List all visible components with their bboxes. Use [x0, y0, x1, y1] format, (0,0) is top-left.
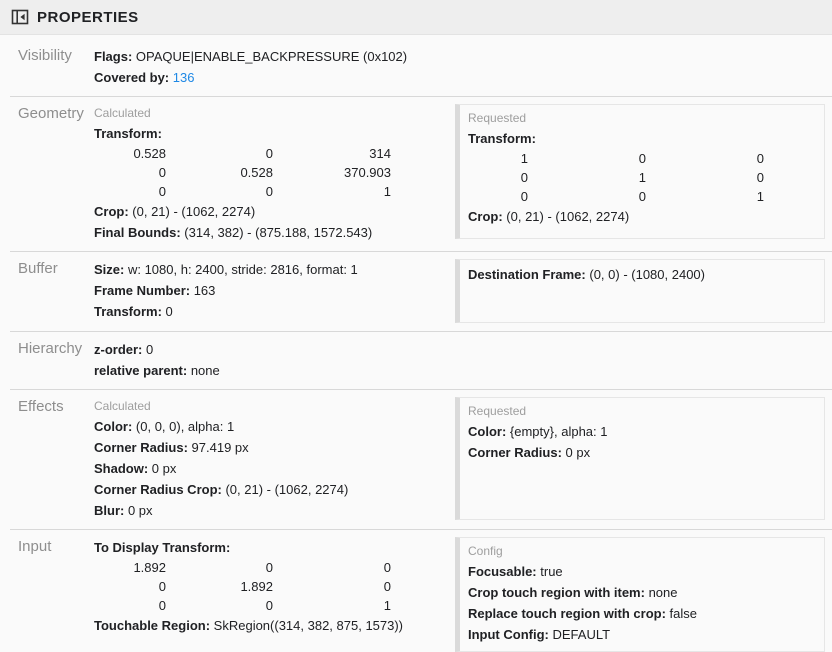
requested-color-row: [468, 421, 816, 442]
input-config-row: [468, 624, 816, 645]
frame-number-value: 163: [193, 283, 216, 298]
to-display-transform-label: To Display Transform:: [94, 540, 231, 555]
matrix-cell: 0.528: [240, 165, 273, 180]
matrix-cell: 0: [158, 579, 166, 594]
corner-radius-crop-value: (0, 21) - (1062, 2274): [225, 482, 349, 497]
replace-touch-region-label: Replace touch region with crop:: [468, 606, 666, 621]
matrix-cell: 0: [265, 598, 273, 613]
matrix-cell: 0: [265, 560, 273, 575]
focusable-label: Focusable:: [468, 564, 537, 579]
destination-frame-value: (0, 0) - (1080, 2400): [589, 267, 705, 282]
final-bounds-row: [94, 222, 443, 243]
relative-parent-label: relative parent:: [94, 363, 188, 378]
transform-value: 0: [165, 304, 173, 319]
size-label: Size:: [94, 262, 125, 277]
flags-value: OPAQUE|ENABLE_BACKPRESSURE (0x102): [135, 49, 408, 64]
corner-radius-value: 97.419 px: [191, 440, 249, 455]
panel-title: PROPERTIES: [37, 8, 139, 26]
crop-touch-region-label: Crop touch region with item:: [468, 585, 645, 600]
section-hierarchy: [10, 332, 832, 390]
color-label: Color:: [468, 424, 507, 439]
matrix-cell: 0: [158, 598, 166, 613]
frame-number-label: Frame Number:: [94, 283, 191, 298]
covered-by-link[interactable]: 136: [172, 70, 195, 85]
crop-row: [94, 201, 443, 222]
flags-label: Flags:: [94, 49, 133, 64]
crop-value: (0, 21) - (1062, 2274): [506, 209, 630, 224]
corner-radius-label: Corner Radius:: [94, 440, 188, 455]
matrix-cell: 0: [158, 165, 166, 180]
transform-label: Transform:: [94, 304, 162, 319]
crop-label: Crop:: [94, 204, 129, 219]
section-buffer: [10, 252, 832, 332]
blur-value: 0 px: [127, 503, 153, 518]
requested-crop-row: [468, 206, 816, 227]
z-order-row: [94, 339, 820, 360]
properties-content: [0, 35, 832, 652]
buffer-transform-row: [94, 301, 443, 322]
matrix-cell: 0: [756, 170, 764, 185]
touchable-region-label: Touchable Region:: [94, 618, 211, 633]
blur-row: [94, 500, 443, 521]
replace-touch-region-value: false: [669, 606, 698, 621]
requested-transform-matrix: [468, 149, 816, 206]
relative-parent-row: [94, 360, 820, 381]
to-display-transform-matrix: [94, 558, 443, 615]
matrix-cell: 1: [638, 170, 646, 185]
matrix-cell: 1: [383, 598, 391, 613]
matrix-cell: 0.528: [133, 146, 166, 161]
matrix-cell: 1: [520, 151, 528, 166]
matrix-cell: 370.903: [344, 165, 391, 180]
buffer-requested-box: [455, 259, 825, 323]
crop-touch-region-value: none: [648, 585, 678, 600]
section-input: [10, 530, 832, 652]
destination-frame-row: [468, 264, 816, 285]
section-input-label: Input: [18, 538, 52, 555]
focusable-value: true: [540, 564, 563, 579]
effects-requested-box: [455, 397, 825, 520]
calculated-group-label: Calculated: [94, 106, 151, 120]
input-config-box: [455, 537, 825, 652]
section-buffer-label: Buffer: [18, 260, 58, 277]
color-value: {empty}, alpha: 1: [509, 424, 608, 439]
section-geometry-label: Geometry: [18, 105, 84, 122]
color-value: (0, 0, 0), alpha: 1: [135, 419, 235, 434]
crop-value: (0, 21) - (1062, 2274): [132, 204, 256, 219]
blur-label: Blur:: [94, 503, 125, 518]
matrix-cell: 1.892: [240, 579, 273, 594]
touchable-region-row: [94, 615, 443, 636]
corner-radius-crop-row: [94, 479, 443, 500]
requested-corner-radius-row: [468, 442, 816, 463]
config-group-label: Config: [468, 544, 503, 558]
requested-group-label: Requested: [468, 111, 527, 125]
corner-radius-value: 0 px: [565, 445, 591, 460]
section-effects-label: Effects: [18, 398, 64, 415]
matrix-cell: 0: [638, 151, 646, 166]
crop-touch-region-row: [468, 582, 816, 603]
touchable-region-value: SkRegion((314, 382, 875, 1573)): [213, 618, 404, 633]
panel-header: [0, 0, 832, 35]
section-visibility-label: Visibility: [18, 47, 72, 64]
transform-label: Transform:: [468, 131, 536, 146]
section-visibility: [10, 39, 832, 97]
matrix-cell: 0: [383, 579, 391, 594]
z-order-label: z-order:: [94, 342, 143, 357]
matrix-cell: 0: [265, 184, 273, 199]
shadow-row: [94, 458, 443, 479]
covered-by-row: [94, 67, 820, 88]
collapse-right-panel-icon[interactable]: [10, 7, 30, 27]
calculated-transform-matrix: [94, 144, 443, 201]
final-bounds-label: Final Bounds:: [94, 225, 181, 240]
section-effects: [10, 390, 832, 530]
covered-by-label: Covered by:: [94, 70, 170, 85]
calculated-group-label: Calculated: [94, 399, 151, 413]
matrix-cell: 0: [520, 189, 528, 204]
matrix-cell: 0: [520, 170, 528, 185]
transform-label: Transform:: [94, 126, 162, 141]
flags-row: [94, 46, 820, 67]
focusable-row: [468, 561, 816, 582]
crop-label: Crop:: [468, 209, 503, 224]
frame-number-row: [94, 280, 443, 301]
shadow-value: 0 px: [151, 461, 177, 476]
z-order-value: 0: [146, 342, 154, 357]
geometry-requested-box: [455, 104, 825, 239]
matrix-cell: 0: [265, 146, 273, 161]
corner-radius-label: Corner Radius:: [468, 445, 562, 460]
input-config-value: DEFAULT: [552, 627, 611, 642]
matrix-cell: 0: [158, 184, 166, 199]
corner-radius-crop-label: Corner Radius Crop:: [94, 482, 222, 497]
matrix-cell: 314: [369, 146, 391, 161]
matrix-cell: 0: [638, 189, 646, 204]
relative-parent-value: none: [190, 363, 220, 378]
size-value: w: 1080, h: 2400, stride: 2816, format: 1: [127, 262, 358, 277]
matrix-cell: 1.892: [133, 560, 166, 575]
section-geometry: [10, 97, 832, 252]
input-config-label: Input Config:: [468, 627, 549, 642]
final-bounds-value: (314, 382) - (875.188, 1572.543): [184, 225, 373, 240]
destination-frame-label: Destination Frame:: [468, 267, 586, 282]
corner-radius-row: [94, 437, 443, 458]
matrix-cell: 0: [383, 560, 391, 575]
matrix-cell: 1: [756, 189, 764, 204]
color-label: Color:: [94, 419, 133, 434]
matrix-cell: 1: [383, 184, 391, 199]
color-row: [94, 416, 443, 437]
section-hierarchy-label: Hierarchy: [18, 340, 83, 357]
matrix-cell: 0: [756, 151, 764, 166]
size-row: [94, 259, 443, 280]
requested-group-label: Requested: [468, 404, 527, 418]
shadow-label: Shadow:: [94, 461, 149, 476]
replace-touch-region-row: [468, 603, 816, 624]
